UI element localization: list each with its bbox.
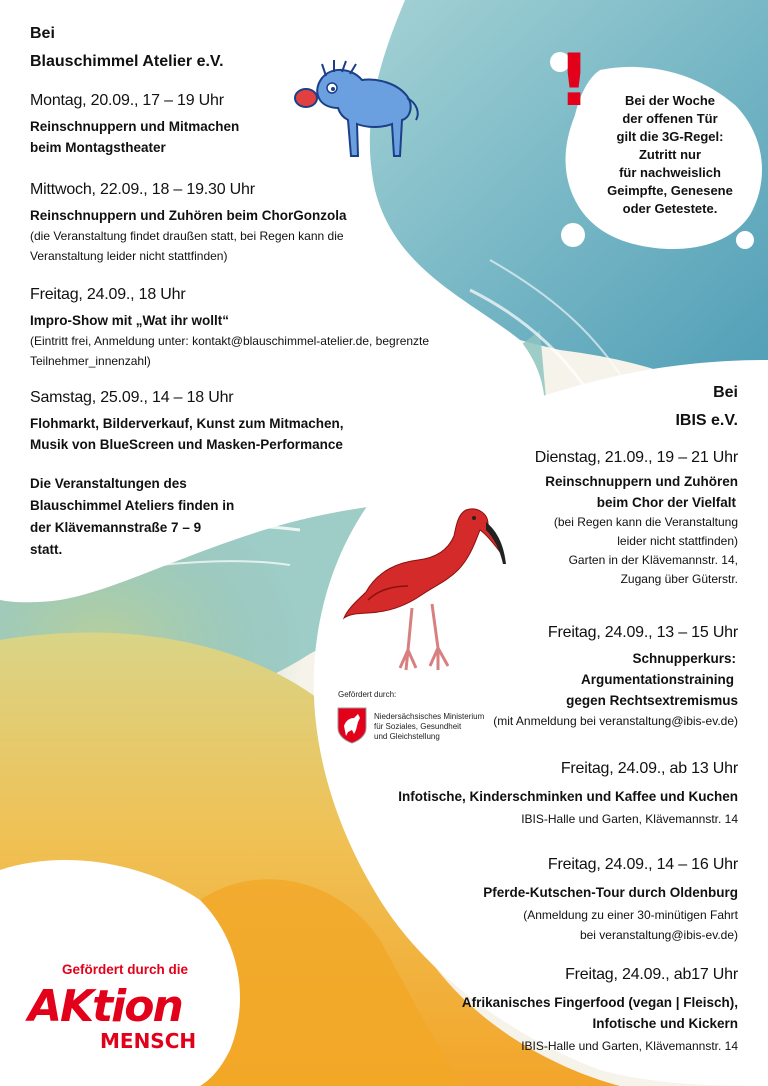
- event-date: Freitag, 24.09., ab17 Uhr: [565, 966, 738, 983]
- left-event-4: [30, 389, 550, 455]
- left-heading-line1: Bei: [30, 25, 55, 42]
- blue-creature-illustration: [292, 58, 422, 163]
- event-note: (Eintritt frei, Anmeldung unter: kontakt@blauschimmel-atelier.de, begrenzte Teilnehmer_innenzahl): [30, 334, 430, 368]
- exclamation-icon: !: [557, 38, 591, 122]
- left-location-text: Die Veranstaltungen des Blauschimmel Ateliers finden in der Klävemannstraße 7 – 9 statt.: [30, 476, 235, 557]
- event-title: Reinschnuppern und Mitmachen beim Montagstheater: [30, 119, 240, 155]
- event-title: Impro-Show mit „Wat ihr wollt“: [30, 313, 229, 328]
- 3g-rule-notice: Bei der Woche der offenen Tür gilt die 3G-Regel: Zutritt nur für nachweislich Geimpfte, Genesene oder Getestete.: [607, 93, 733, 216]
- event-title: Afrikanisches Fingerfood (vegan | Fleisch), Infotische und Kickern: [461, 995, 738, 1031]
- event-date: Montag, 20.09., 17 – 19 Uhr: [30, 92, 224, 109]
- left-event-2: [30, 181, 550, 266]
- right-heading-line2: IBIS e.V.: [675, 412, 738, 429]
- event-date: Freitag, 24.09., 13 – 15 Uhr: [547, 624, 738, 641]
- event-date: Freitag, 24.09., 14 – 16 Uhr: [547, 856, 738, 873]
- event-date: Freitag, 24.09., 18 Uhr: [30, 286, 186, 303]
- event-title: Pferde-Kutschen-Tour durch Oldenburg: [483, 885, 738, 900]
- right-heading-line1: Bei: [713, 384, 738, 401]
- event-note: (die Veranstaltung findet draußen statt, bei Regen kann die Veranstaltung leider nicht stattfinden): [30, 229, 344, 263]
- event-title: Infotische, Kinderschminken und Kaffee und Kuchen: [398, 789, 738, 804]
- ministry-name: Niedersächsisches Ministerium für Soziales, Gesundheit und Gleichstellung: [374, 712, 485, 741]
- aktion-mensch-label: Gefördert durch die: [62, 962, 189, 977]
- ministry-sponsor-label: Gefördert durch:: [338, 690, 397, 699]
- event-title: Flohmarkt, Bilderverkauf, Kunst zum Mitmachen, Musik von BlueScreen und Masken-Performance: [30, 416, 344, 452]
- event-title: Schnupperkurs: Argumentationstraining gegen Rechtsextremismus: [566, 651, 738, 708]
- event-date: Freitag, 24.09., ab 13 Uhr: [560, 760, 738, 777]
- right-event-3: [350, 760, 738, 829]
- left-event-3: [30, 286, 550, 371]
- event-date: Dienstag, 21.09., 19 – 21 Uhr: [534, 449, 738, 466]
- aktion-mensch-logo: AKtion: [28, 981, 182, 1032]
- right-event-4: [350, 856, 738, 945]
- event-note: (bei Regen kann die Veranstaltung leider nicht stattfinden) Garten in der Klävemannstr. 14, Zugang über Güterstr.: [553, 515, 738, 586]
- aktion-mensch-logo-subtitle: MENSCH: [100, 1029, 197, 1053]
- lower-saxony-crest-icon: [336, 706, 368, 744]
- event-title: Reinschnuppern und Zuhören beim ChorGonzola: [30, 208, 347, 223]
- event-note: (mit Anmeldung bei veranstaltung@ibis-ev.de): [493, 714, 738, 728]
- left-heading-line2: Blauschimmel Atelier e.V.: [30, 53, 224, 70]
- event-title: Reinschnuppern und Zuhören beim Chor der Vielfalt: [545, 474, 738, 510]
- left-org-heading: [30, 20, 224, 76]
- right-org-heading: [530, 379, 738, 435]
- right-event-5: [350, 966, 738, 1056]
- event-note: (Anmeldung zu einer 30-minütigen Fahrt bei veranstaltung@ibis-ev.de): [523, 908, 738, 942]
- event-date: Samstag, 25.09., 14 – 18 Uhr: [30, 389, 234, 406]
- left-event-1: [30, 92, 530, 158]
- event-note: IBIS-Halle und Garten, Klävemannstr. 14: [521, 812, 738, 826]
- event-date: Mittwoch, 22.09., 18 – 19.30 Uhr: [30, 181, 255, 198]
- event-note: IBIS-Halle und Garten, Klävemannstr. 14: [521, 1039, 738, 1053]
